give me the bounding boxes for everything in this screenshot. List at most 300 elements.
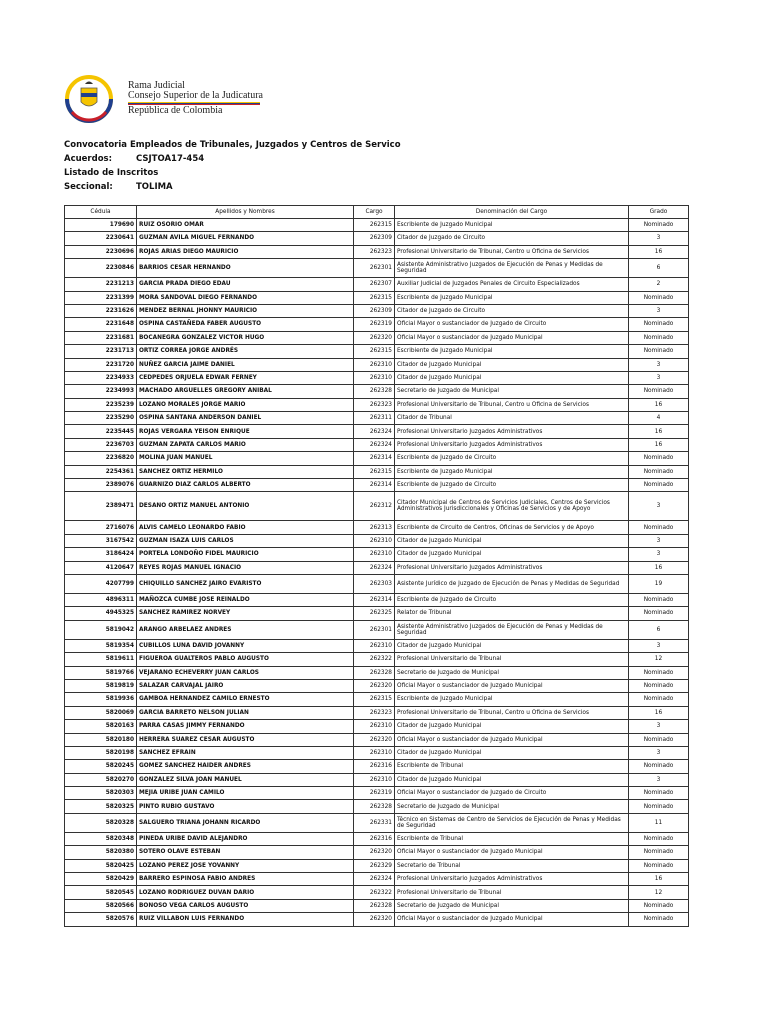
nombre-cell: MENDEZ BERNAL JHONNY MAURICIO xyxy=(137,304,354,317)
table-row xyxy=(65,219,689,232)
table-row xyxy=(65,720,689,733)
denominacion-cell: Oficial Mayor o sustanciador de Juzgado Municipal xyxy=(395,913,629,926)
grado-cell: 3 xyxy=(629,720,689,733)
grado-cell: 6 xyxy=(629,620,689,639)
denominacion-cell: Asistente Administrativo Juzgados de Ejecución de Penas y Medidas de Seguridad xyxy=(395,259,629,278)
table-row xyxy=(65,607,689,620)
denominacion-cell: Oficial Mayor o sustanciador de Juzgado Municipal xyxy=(395,679,629,692)
grado-cell: Nominado xyxy=(629,913,689,926)
table-row xyxy=(65,773,689,786)
nombre-cell: CHIQUILLO SANCHEZ JAIRO EVARISTO xyxy=(137,574,354,593)
cedula-cell: 2235239 xyxy=(65,398,137,411)
cargo-cell: 262328 xyxy=(354,385,395,398)
cargo-cell: 262303 xyxy=(354,574,395,593)
nombre-cell: SOTERO OLAVE ESTEBAN xyxy=(137,846,354,859)
cedula-cell: 2234933 xyxy=(65,371,137,384)
nombre-cell: DESANO ORTIZ MANUEL ANTONIO xyxy=(137,492,354,521)
denominacion-cell: Citador de Juzgado de Circuito xyxy=(395,304,629,317)
table-row xyxy=(65,813,689,832)
cedula-cell: 2235445 xyxy=(65,425,137,438)
nombre-cell: SANCHEZ EFRAIN xyxy=(137,746,354,759)
grado-cell: 19 xyxy=(629,574,689,593)
denominacion-cell: Citador de Juzgado Municipal xyxy=(395,358,629,371)
table-row xyxy=(65,492,689,521)
grado-cell: Nominado xyxy=(629,521,689,534)
table-row xyxy=(65,846,689,859)
denominacion-cell: Escribiente de Juzgado de Circuito xyxy=(395,452,629,465)
cedula-cell: 5820328 xyxy=(65,813,137,832)
denominacion-cell: Relator de Tribunal xyxy=(395,607,629,620)
denominacion-cell: Profesional Universitario Juzgados Administrativos xyxy=(395,873,629,886)
cedula-cell: 5820180 xyxy=(65,733,137,746)
cargo-cell: 262301 xyxy=(354,259,395,278)
cargo-cell: 262322 xyxy=(354,653,395,666)
header-nombres: Apellidos y Nombres xyxy=(137,206,354,219)
denominacion-cell: Escribiente de Juzgado Municipal xyxy=(395,345,629,358)
table-row xyxy=(65,913,689,926)
logo-line-2: Consejo Superior de la Judicatura xyxy=(128,90,263,101)
cedula-cell: 4120647 xyxy=(65,561,137,574)
denominacion-cell: Secretario de Tribunal xyxy=(395,859,629,872)
denominacion-cell: Citador Municipal de Centros de Servicios Judiciales, Centros de Servicios Administrativos Jurisdiccionales y Oficinas de Servicios y de Apoyo xyxy=(395,492,629,521)
cargo-cell: 262309 xyxy=(354,304,395,317)
nombre-cell: LOZANO RODRIGUEZ DUVAN DARIO xyxy=(137,886,354,899)
table-row xyxy=(65,548,689,561)
grado-cell: 16 xyxy=(629,438,689,451)
cargo-cell: 262324 xyxy=(354,425,395,438)
grado-cell: Nominado xyxy=(629,846,689,859)
cedula-cell: 3167542 xyxy=(65,534,137,547)
table-row xyxy=(65,899,689,912)
denominacion-cell: Oficial Mayor o sustanciador de Juzgado Municipal xyxy=(395,846,629,859)
cedula-cell: 2235290 xyxy=(65,412,137,425)
denominacion-cell: Profesional Universitario de Tribunal, Centro u Oficina de Servicios xyxy=(395,706,629,719)
cargo-cell: 262324 xyxy=(354,873,395,886)
cedula-cell: 5820380 xyxy=(65,846,137,859)
cargo-cell: 262315 xyxy=(354,345,395,358)
cargo-cell: 262328 xyxy=(354,666,395,679)
nombre-cell: SALGUERO TRIANA JOHANN RICARDO xyxy=(137,813,354,832)
nombre-cell: OSPINA CASTAÑEDA FABER AUGUSTO xyxy=(137,318,354,331)
denominacion-cell: Citador de Juzgado Municipal xyxy=(395,371,629,384)
nombre-cell: SANCHEZ ORTIZ HERMILO xyxy=(137,465,354,478)
table-row xyxy=(65,679,689,692)
grado-cell: 3 xyxy=(629,746,689,759)
nombre-cell: PINTO RUBIO GUSTAVO xyxy=(137,800,354,813)
table-row xyxy=(65,479,689,492)
nombre-cell: GARCIA BARRETO NELSON JULIAN xyxy=(137,706,354,719)
cedula-cell: 5820576 xyxy=(65,913,137,926)
table-row xyxy=(65,452,689,465)
nombre-cell: SANCHEZ RAMIREZ NORVEY xyxy=(137,607,354,620)
cargo-cell: 262329 xyxy=(354,859,395,872)
denominacion-cell: Escribiente de Juzgado Municipal xyxy=(395,465,629,478)
table-row xyxy=(65,859,689,872)
nombre-cell: ROJAS VERGARA YEISON ENRIQUE xyxy=(137,425,354,438)
cedula-cell: 2231681 xyxy=(65,331,137,344)
grado-cell: 12 xyxy=(629,886,689,899)
denominacion-cell: Oficial Mayor o sustanciador de Juzgado Municipal xyxy=(395,331,629,344)
nombre-cell: GUARNIZO DIAZ CARLOS ALBERTO xyxy=(137,479,354,492)
cedula-cell: 5820069 xyxy=(65,706,137,719)
table-row xyxy=(65,873,689,886)
nombre-cell: GOMEZ SANCHEZ HAIDER ANDRES xyxy=(137,760,354,773)
logo-line-3: República de Colombia xyxy=(128,105,223,116)
nombre-cell: PINEDA URIBE DAVID ALEJANDRO xyxy=(137,832,354,845)
grado-cell: Nominado xyxy=(629,345,689,358)
grado-cell: Nominado xyxy=(629,479,689,492)
cargo-cell: 262312 xyxy=(354,492,395,521)
grado-cell: 16 xyxy=(629,398,689,411)
cargo-cell: 262310 xyxy=(354,548,395,561)
cargo-cell: 262310 xyxy=(354,639,395,652)
cargo-cell: 262314 xyxy=(354,593,395,606)
table-row xyxy=(65,666,689,679)
cedula-cell: 4896311 xyxy=(65,593,137,606)
cedula-cell: 2234993 xyxy=(65,385,137,398)
table-row xyxy=(65,371,689,384)
inscritos-table xyxy=(64,205,689,927)
denominacion-cell: Profesional Universitario de Tribunal xyxy=(395,886,629,899)
cargo-cell: 262323 xyxy=(354,245,395,258)
grado-cell: 11 xyxy=(629,813,689,832)
table-row xyxy=(65,259,689,278)
cargo-cell: 262319 xyxy=(354,787,395,800)
nombre-cell: REYES ROJAS MANUEL IGNACIO xyxy=(137,561,354,574)
grado-cell: Nominado xyxy=(629,219,689,232)
denominacion-cell: Profesional Universitario de Tribunal xyxy=(395,653,629,666)
denominacion-cell: Escribiente de Juzgado de Circuito xyxy=(395,479,629,492)
table-row xyxy=(65,345,689,358)
cargo-cell: 262314 xyxy=(354,479,395,492)
grado-cell: Nominado xyxy=(629,666,689,679)
denominacion-cell: Profesional Universitario Juzgados Administrativos xyxy=(395,438,629,451)
cargo-cell: 262310 xyxy=(354,371,395,384)
cedula-cell: 5820348 xyxy=(65,832,137,845)
cargo-cell: 262325 xyxy=(354,607,395,620)
grado-cell: Nominado xyxy=(629,318,689,331)
grado-cell: Nominado xyxy=(629,452,689,465)
nombre-cell: OSPINA SANTANA ANDERSON DANIEL xyxy=(137,412,354,425)
denominacion-cell: Citador de Juzgado Municipal xyxy=(395,639,629,652)
denominacion-cell: Oficial Mayor o sustanciador de Juzgado de Circuito xyxy=(395,318,629,331)
nombre-cell: LOZANO MORALES JORGE MARIO xyxy=(137,398,354,411)
grado-cell: Nominado xyxy=(629,607,689,620)
denominacion-cell: Citador de Tribunal xyxy=(395,412,629,425)
cargo-cell: 262331 xyxy=(354,813,395,832)
table-row xyxy=(65,412,689,425)
nombre-cell: HERRERA SUAREZ CESAR AUGUSTO xyxy=(137,733,354,746)
table-row xyxy=(65,706,689,719)
grado-cell: Nominado xyxy=(629,899,689,912)
cedula-cell: 5819766 xyxy=(65,666,137,679)
nombre-cell: ALVIS CAMELO LEONARDO FABIO xyxy=(137,521,354,534)
nombre-cell: MEJIA URIBE JUAN CAMILO xyxy=(137,787,354,800)
grado-cell: 2 xyxy=(629,278,689,291)
table-body xyxy=(65,219,689,927)
cargo-cell: 262313 xyxy=(354,521,395,534)
nombre-cell: GARCIA PRADA DIEGO EDAU xyxy=(137,278,354,291)
grado-cell: 16 xyxy=(629,873,689,886)
cargo-cell: 262315 xyxy=(354,291,395,304)
cargo-cell: 262310 xyxy=(354,746,395,759)
grado-cell: Nominado xyxy=(629,291,689,304)
grado-cell: Nominado xyxy=(629,787,689,800)
table-row xyxy=(65,358,689,371)
header-cargo: Cargo xyxy=(354,206,395,219)
cedula-cell: 5820303 xyxy=(65,787,137,800)
denominacion-cell: Asistente Administrativo Juzgados de Ejecución de Penas y Medidas de Seguridad xyxy=(395,620,629,639)
cargo-cell: 262328 xyxy=(354,800,395,813)
cedula-cell: 2231213 xyxy=(65,278,137,291)
cargo-cell: 262309 xyxy=(354,232,395,245)
table-row xyxy=(65,398,689,411)
grado-cell: 12 xyxy=(629,653,689,666)
logo-line-1: Rama Judicial xyxy=(128,80,185,91)
logo xyxy=(64,74,264,124)
denominacion-cell: Secretario de Juzgado de Municipal xyxy=(395,385,629,398)
grado-cell: 3 xyxy=(629,534,689,547)
table-row xyxy=(65,593,689,606)
cedula-cell: 2231648 xyxy=(65,318,137,331)
cargo-cell: 262315 xyxy=(354,465,395,478)
grado-cell: 3 xyxy=(629,304,689,317)
denominacion-cell: Citador de Juzgado Municipal xyxy=(395,773,629,786)
cargo-cell: 262320 xyxy=(354,733,395,746)
nombre-cell: BOCANEGRA GONZALEZ VICTOR HUGO xyxy=(137,331,354,344)
nombre-cell: ROJAS ARIAS DIEGO MAURICIO xyxy=(137,245,354,258)
cedula-cell: 5819819 xyxy=(65,679,137,692)
cedula-cell: 5820245 xyxy=(65,760,137,773)
grado-cell: Nominado xyxy=(629,859,689,872)
denominacion-cell: Secretario de Juzgado de Municipal xyxy=(395,899,629,912)
grado-cell: 3 xyxy=(629,639,689,652)
nombre-cell: BARRIOS CESAR HERNANDO xyxy=(137,259,354,278)
cedula-cell: 179690 xyxy=(65,219,137,232)
nombre-cell: ORTIZ CORREA JORGE ANDRÉS xyxy=(137,345,354,358)
denominacion-cell: Escribiente de Tribunal xyxy=(395,760,629,773)
cedula-cell: 5819354 xyxy=(65,639,137,652)
table-row xyxy=(65,278,689,291)
table-row xyxy=(65,832,689,845)
nombre-cell: RUIZ VILLABON LUIS FERNANDO xyxy=(137,913,354,926)
table-row xyxy=(65,438,689,451)
cedula-cell: 5820429 xyxy=(65,873,137,886)
table-row xyxy=(65,620,689,639)
cargo-cell: 262301 xyxy=(354,620,395,639)
cedula-cell: 2231399 xyxy=(65,291,137,304)
nombre-cell: MOLINA JUAN MANUEL xyxy=(137,452,354,465)
cargo-cell: 262324 xyxy=(354,561,395,574)
cedula-cell: 5819042 xyxy=(65,620,137,639)
cedula-cell: 5820545 xyxy=(65,886,137,899)
grado-cell: Nominado xyxy=(629,693,689,706)
acuerdos-label: Acuerdos: xyxy=(64,154,113,164)
cedula-cell: 5820566 xyxy=(65,899,137,912)
cedula-cell: 2716076 xyxy=(65,521,137,534)
cargo-cell: 262315 xyxy=(354,219,395,232)
denominacion-cell: Secretario de Juzgado de Municipal xyxy=(395,666,629,679)
table-row xyxy=(65,639,689,652)
cedula-cell: 2389076 xyxy=(65,479,137,492)
nombre-cell: CUBILLOS LUNA DAVID JOVANNY xyxy=(137,639,354,652)
nombre-cell: BONOSO VEGA CARLOS AUGUSTO xyxy=(137,899,354,912)
denominacion-cell: Citador de Juzgado Municipal xyxy=(395,720,629,733)
nombre-cell: VEJARANO ECHEVERRY JUAN CARLOS xyxy=(137,666,354,679)
cargo-cell: 262310 xyxy=(354,720,395,733)
grado-cell: Nominado xyxy=(629,679,689,692)
nombre-cell: LOZANO PEREZ JOSE YOVANNY xyxy=(137,859,354,872)
grado-cell: 3 xyxy=(629,548,689,561)
cedula-cell: 5819936 xyxy=(65,693,137,706)
cedula-cell: 5820325 xyxy=(65,800,137,813)
nombre-cell: ARANGO ARBELAEZ ANDRES xyxy=(137,620,354,639)
grado-cell: 16 xyxy=(629,561,689,574)
denominacion-cell: Profesional Universitario de Tribunal, Centro u Oficina de Servicios xyxy=(395,245,629,258)
cargo-cell: 262310 xyxy=(354,358,395,371)
cedula-cell: 4207799 xyxy=(65,574,137,593)
denominacion-cell: Profesional Universitario Juzgados Administrativos xyxy=(395,425,629,438)
denominacion-cell: Asistente Jurídico de Juzgado de Ejecución de Penas y Medidas de Seguridad xyxy=(395,574,629,593)
table-row xyxy=(65,385,689,398)
nombre-cell: GONZALEZ SILVA JOAN MANUEL xyxy=(137,773,354,786)
denominacion-cell: Escribiente de Juzgado Municipal xyxy=(395,219,629,232)
cargo-cell: 262311 xyxy=(354,412,395,425)
table-row xyxy=(65,291,689,304)
grado-cell: 16 xyxy=(629,245,689,258)
nombre-cell: RUIZ OSORIO OMAR xyxy=(137,219,354,232)
denominacion-cell: Escribiente de Circuito de Centros, Oficinas de Servicios y de Apoyo xyxy=(395,521,629,534)
denominacion-cell: Citador de Juzgado Municipal xyxy=(395,534,629,547)
grado-cell: Nominado xyxy=(629,832,689,845)
cargo-cell: 262323 xyxy=(354,706,395,719)
denominacion-cell: Oficial Mayor o sustanciador de Juzgado de Circuito xyxy=(395,787,629,800)
nombre-cell: MORA SANDOVAL DIEGO FERNANDO xyxy=(137,291,354,304)
cedula-cell: 2236703 xyxy=(65,438,137,451)
grado-cell: Nominado xyxy=(629,760,689,773)
table-row xyxy=(65,760,689,773)
table-row xyxy=(65,787,689,800)
seccional-value: TOLIMA xyxy=(136,182,173,192)
cargo-cell: 262316 xyxy=(354,832,395,845)
nombre-cell: PARRA CASAS JIMMY FERNANDO xyxy=(137,720,354,733)
cedula-cell: 2254361 xyxy=(65,465,137,478)
denominacion-cell: Profesional Universitario de Tribunal, Centro u Oficina de Servicios xyxy=(395,398,629,411)
denominacion-cell: Escribiente de Juzgado Municipal xyxy=(395,693,629,706)
cargo-cell: 262320 xyxy=(354,846,395,859)
cargo-cell: 262307 xyxy=(354,278,395,291)
cedula-cell: 3186424 xyxy=(65,548,137,561)
cargo-cell: 262323 xyxy=(354,398,395,411)
cargo-cell: 262320 xyxy=(354,913,395,926)
document-info xyxy=(64,138,401,194)
denominacion-cell: Profesional Universitario Juzgados Administrativos xyxy=(395,561,629,574)
table-row xyxy=(65,574,689,593)
nombre-cell: GUZMAN ISAZA LUIS CARLOS xyxy=(137,534,354,547)
denominacion-cell: Auxiliar Judicial de Juzgados Penales de Circuito Especializados xyxy=(395,278,629,291)
grado-cell: Nominado xyxy=(629,733,689,746)
table-row xyxy=(65,521,689,534)
cargo-cell: 262328 xyxy=(354,899,395,912)
denominacion-cell: Escribiente de Tribunal xyxy=(395,832,629,845)
table-row xyxy=(65,425,689,438)
nombre-cell: MACHADO ARGUELLES GREGORY ANIBAL xyxy=(137,385,354,398)
table-row xyxy=(65,653,689,666)
table-row xyxy=(65,561,689,574)
table-row xyxy=(65,746,689,759)
nombre-cell: GAMBOA HERNANDEZ CAMILO ERNESTO xyxy=(137,693,354,706)
header-denominacion: Denominación del Cargo xyxy=(395,206,629,219)
table-row xyxy=(65,245,689,258)
grado-cell: 3 xyxy=(629,371,689,384)
grado-cell: Nominado xyxy=(629,465,689,478)
table-row xyxy=(65,733,689,746)
denominacion-cell: Citador de Juzgado de Circuito xyxy=(395,232,629,245)
cargo-cell: 262322 xyxy=(354,886,395,899)
cedula-cell: 5820270 xyxy=(65,773,137,786)
nombre-cell: BARRERO ESPINOSA FABIO ANDRES xyxy=(137,873,354,886)
denominacion-cell: Secretario de Juzgado de Municipal xyxy=(395,800,629,813)
grado-cell: 3 xyxy=(629,773,689,786)
denominacion-cell: Oficial Mayor o sustanciador de Juzgado Municipal xyxy=(395,733,629,746)
cedula-cell: 5820163 xyxy=(65,720,137,733)
listado-label: Listado de Inscritos xyxy=(64,168,159,178)
nombre-cell: CEDPEDES ORJUELA EDWAR FERNEY xyxy=(137,371,354,384)
grado-cell: 3 xyxy=(629,492,689,521)
grado-cell: Nominado xyxy=(629,385,689,398)
cargo-cell: 262320 xyxy=(354,679,395,692)
cargo-cell: 262319 xyxy=(354,318,395,331)
denominacion-cell: Escribiente de Juzgado Municipal xyxy=(395,291,629,304)
cedula-cell: 2230641 xyxy=(65,232,137,245)
cargo-cell: 262314 xyxy=(354,452,395,465)
cedula-cell: 2389471 xyxy=(65,492,137,521)
grado-cell: 16 xyxy=(629,425,689,438)
grado-cell: Nominado xyxy=(629,593,689,606)
nombre-cell: GUZMAN AVILA MIGUEL FERNANDO xyxy=(137,232,354,245)
cedula-cell: 2231713 xyxy=(65,345,137,358)
nombre-cell: FIGUEROA GUALTEROS PABLO AUGUSTO xyxy=(137,653,354,666)
cargo-cell: 262310 xyxy=(354,534,395,547)
cedula-cell: 2230696 xyxy=(65,245,137,258)
nombre-cell: PORTELA LONDOÑO FIDEL MAURICIO xyxy=(137,548,354,561)
document-title: Convocatoria Empleados de Tribunales, Juzgados y Centros de Servico xyxy=(64,140,401,150)
cargo-cell: 262324 xyxy=(354,438,395,451)
cargo-cell: 262320 xyxy=(354,331,395,344)
acuerdos-value: CSJTOA17-454 xyxy=(136,154,205,164)
cedula-cell: 2231720 xyxy=(65,358,137,371)
cedula-cell: 5820425 xyxy=(65,859,137,872)
header-cedula: Cédula xyxy=(65,206,137,219)
cargo-cell: 262316 xyxy=(354,760,395,773)
grado-cell: 3 xyxy=(629,232,689,245)
table-row xyxy=(65,465,689,478)
seccional-label: Seccional: xyxy=(64,182,113,192)
table-header-row xyxy=(65,206,689,219)
grado-cell: 6 xyxy=(629,259,689,278)
coat-of-arms-icon xyxy=(64,74,122,124)
grado-cell: 4 xyxy=(629,412,689,425)
denominacion-cell: Citador de Juzgado Municipal xyxy=(395,548,629,561)
denominacion-cell: Citador de Juzgado Municipal xyxy=(395,746,629,759)
nombre-cell: SALAZAR CARVAJAL JAIRO xyxy=(137,679,354,692)
grado-cell: Nominado xyxy=(629,800,689,813)
grado-cell: 3 xyxy=(629,358,689,371)
table-row xyxy=(65,331,689,344)
table-row xyxy=(65,318,689,331)
nombre-cell: MAÑOZCA CUMBE JOSE REINALDO xyxy=(137,593,354,606)
cargo-cell: 262310 xyxy=(354,773,395,786)
